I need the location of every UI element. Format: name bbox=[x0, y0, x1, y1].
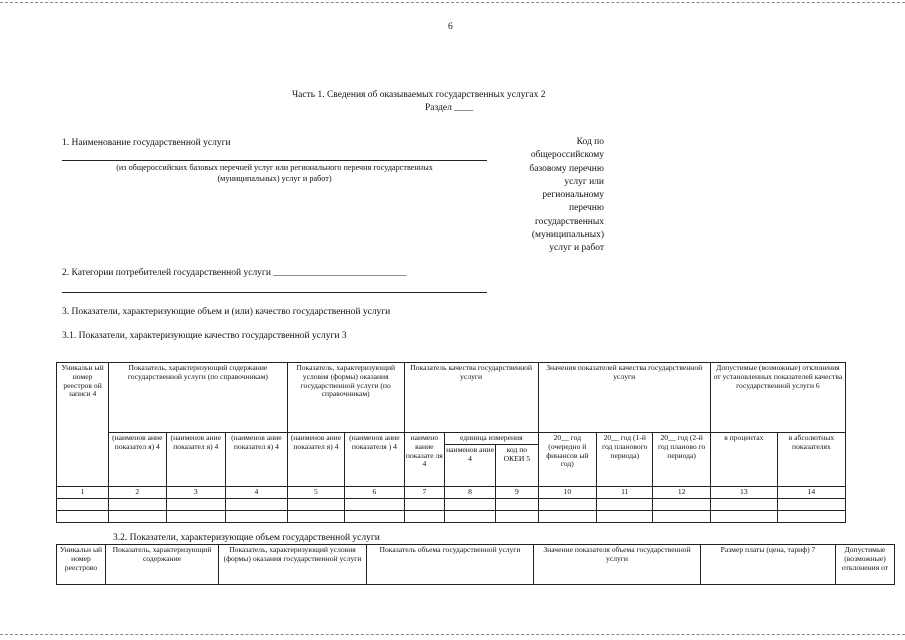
col-number: 1 bbox=[57, 486, 109, 498]
field-service-name-hint-2: (муниципальных) услуг и работ) bbox=[217, 174, 332, 183]
col-quality-indicator: Показатель качества государственной услуги bbox=[404, 363, 538, 433]
code-line: Код по bbox=[576, 137, 604, 147]
section-3-2-label: 3.2. Показатели, характеризующие объем государственной услуги bbox=[113, 533, 380, 543]
field-service-name-line bbox=[62, 160, 487, 161]
code-line: базовому перечню bbox=[529, 163, 604, 174]
page-number: 6 bbox=[448, 22, 453, 32]
section-label: Раздел ____ bbox=[425, 103, 474, 113]
code-line: перечню bbox=[569, 203, 604, 214]
col-content-indicator: Показатель, характеризующий содержание государственной услуги (по справочникам) bbox=[109, 363, 288, 433]
table-row-empty bbox=[57, 498, 846, 510]
col-deviations: Допустимые (возможные) отклонения от bbox=[836, 545, 895, 585]
col-number: 10 bbox=[538, 486, 596, 498]
sub-percent: в процентах bbox=[710, 433, 777, 487]
code-line: региональному bbox=[542, 190, 604, 201]
col-number: 9 bbox=[496, 486, 539, 498]
col-deviations: Допустимые (возможные) отклонения от установленных показателей качества государственной услуги 6 bbox=[710, 363, 845, 433]
col-fee: Размер платы (цена, тариф) 7 bbox=[701, 545, 836, 585]
col-number: 12 bbox=[653, 486, 710, 498]
sub-quality-name: наимено вание показате ля 4 bbox=[404, 433, 444, 487]
code-block bbox=[500, 136, 604, 256]
code-line: государственных bbox=[534, 216, 604, 227]
sub-year-3: 20__ год (2-й год планово го периода) bbox=[653, 433, 710, 487]
sub-unit: единица измерения bbox=[445, 433, 539, 445]
page-top-edge bbox=[0, 2, 905, 3]
page-bottom-edge bbox=[0, 634, 905, 635]
sub-absolute: в абсолютных показателях bbox=[777, 433, 845, 487]
col-unique-number: Уникальн ый номер реестров ой записи 4 bbox=[57, 363, 109, 487]
field-service-name-label: 1. Наименование государственной услуги bbox=[62, 138, 231, 148]
sub-name: (наименов ание показател я) 4 bbox=[287, 433, 344, 487]
field-service-name-hint-1: (из общероссийских базовых перечней услуг или регионального перечня государственных bbox=[116, 163, 433, 172]
code-line: (муниципальных) bbox=[531, 230, 604, 241]
col-number: 11 bbox=[597, 486, 653, 498]
sub-year-2: 20__ год (1-й год планового периода) bbox=[597, 433, 653, 487]
sub-unit-code: код по ОКЕИ 5 bbox=[496, 444, 539, 486]
sub-name: (наименов ание показател я) 4 bbox=[226, 433, 288, 487]
volume-indicators-table bbox=[56, 544, 895, 585]
col-volume-value: Значение показателя объема государственной услуги bbox=[534, 545, 701, 585]
sub-year-1: 20__ год (очередно й финансов ый год) bbox=[538, 433, 596, 487]
col-number: 6 bbox=[345, 486, 405, 498]
sub-name: (наименов ание показател я) 4 bbox=[166, 433, 226, 487]
code-line: услуг и работ bbox=[549, 243, 604, 254]
sub-unit-name: наименов ание 4 bbox=[445, 444, 496, 486]
section-3-1-label: 3.1. Показатели, характеризующие качество государственной услуги 3 bbox=[62, 331, 347, 341]
col-number: 2 bbox=[109, 486, 166, 498]
code-line: услуг или bbox=[564, 176, 604, 187]
col-conditions-indicator: Показатель, характеризующий условия (формы) оказания государственной услуги bbox=[219, 545, 367, 585]
part-title: Часть 1. Сведения об оказываемых государственных услугах 2 bbox=[292, 90, 546, 100]
col-number: 8 bbox=[445, 486, 496, 498]
col-number: 4 bbox=[226, 486, 288, 498]
col-volume-indicator: Показатель объема государственной услуги bbox=[367, 545, 534, 585]
field-consumers-line bbox=[62, 292, 487, 293]
field-indicators-label: 3. Показатели, характеризующие объем и (или) качество государственной услуги bbox=[62, 307, 391, 317]
col-number: 14 bbox=[777, 486, 845, 498]
table-row-empty bbox=[57, 510, 846, 522]
col-quality-values: Значения показателей качества государственной услуги bbox=[538, 363, 710, 433]
col-number: 7 bbox=[404, 486, 444, 498]
col-conditions-indicator: Показатель, характеризующий условия (формы) оказания государственной услуги (по справочникам) bbox=[287, 363, 404, 433]
col-number: 13 bbox=[710, 486, 777, 498]
col-content-indicator: Показатель, характеризующий содержание bbox=[106, 545, 219, 585]
col-unique-number: Уникальн ый номер реестрово bbox=[57, 545, 106, 585]
table-row-column-numbers bbox=[57, 486, 846, 498]
code-line: общероссийскому bbox=[530, 150, 604, 161]
sub-name: (наименов ание показател я) 4 bbox=[109, 433, 166, 487]
col-number: 5 bbox=[287, 486, 344, 498]
field-consumers-label: 2. Категории потребителей государственной услуги ____________________________ bbox=[62, 268, 407, 278]
quality-indicators-table bbox=[56, 362, 846, 523]
sub-name: (наименов ание показателя ) 4 bbox=[345, 433, 405, 487]
col-number: 3 bbox=[166, 486, 226, 498]
